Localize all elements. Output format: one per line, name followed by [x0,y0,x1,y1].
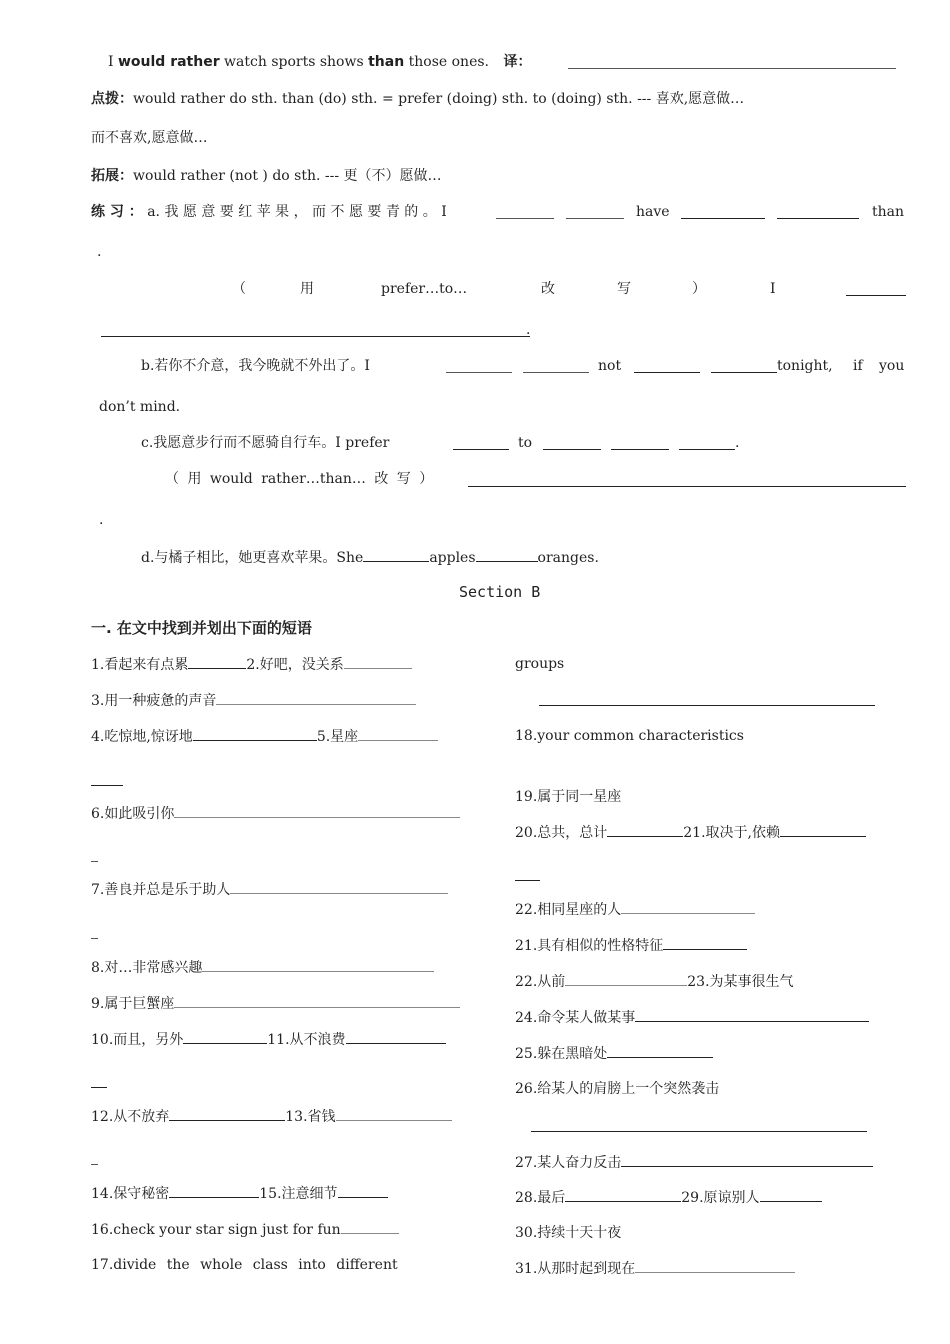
sentence-text: those ones. [404,54,489,70]
blank-b1[interactable] [446,372,512,373]
answer-blank[interactable] [663,935,747,950]
sentence-text: watch sports shows [219,54,369,70]
item-16 [91,1219,399,1240]
practice-label: 练 习 ： [91,204,143,220]
item-7 [91,879,448,900]
answer-blank[interactable] [344,654,412,669]
phrase-item: 14.保守秘密 [91,1186,170,1202]
answer-blank[interactable] [539,705,875,706]
answer-blank-cont[interactable] [91,861,98,862]
blank-c3[interactable] [611,449,669,450]
part-one-title: 一. 在文中找到并划出下面的短语 [91,619,312,637]
practice-a [91,202,905,222]
item-24 [515,1007,869,1028]
item-20-21 [515,822,866,843]
word-I: I [770,281,776,297]
item-17 [91,1255,480,1275]
hint-line [91,89,744,109]
extension-label: 拓展： [91,168,133,184]
blank-a1[interactable] [496,218,554,219]
phrase-item: 16.check your star sign just for fun [91,1222,341,1238]
blank-a3[interactable] [681,218,765,219]
hint-text: would rather do sth. than (do) sth. = prefer (doing) sth. to (doing) sth. --- 喜欢,愿意做… [133,91,745,107]
answer-blank[interactable] [169,1106,285,1121]
phrase-item: 15.注意细节 [259,1186,338,1202]
phrase-item: 18.your common characteristics [515,728,744,744]
phrase-item: 11.从不浪费 [267,1032,346,1048]
answer-blank[interactable] [565,971,687,986]
answer-blank[interactable] [531,1131,867,1132]
answer-blank[interactable] [183,1029,267,1044]
answer-blank-cont[interactable] [91,785,123,786]
answer-blank-cont[interactable] [515,880,540,881]
item-25 [515,1043,713,1064]
blank-c2[interactable] [543,449,601,450]
phrase-item: 10.而且，另外 [91,1032,184,1048]
word-use: 用 [300,281,314,297]
answer-blank[interactable] [621,1152,873,1167]
item-8 [91,957,434,978]
practice-c-text: c.我愿意步行而不愿骑自行车。I prefer [141,435,390,451]
item-22b-23 [515,971,794,992]
blank-c1[interactable] [453,449,509,450]
item-21b [515,935,747,956]
answer-blank[interactable] [336,1106,452,1121]
word-apples: apples [429,550,476,566]
practice-b-line2: don’t mind. [99,399,181,415]
phrase-item: 7.善良并总是乐于助人 [91,882,231,898]
blank-a4[interactable] [777,218,859,219]
blank-a6[interactable] [101,336,530,337]
answer-blank[interactable] [607,822,683,837]
hint-label: 点拨： [91,91,133,107]
phrase-item: 25.躲在黑暗处 [515,1046,608,1062]
phrase-item: 6.如此吸引你 [91,806,175,822]
item-27 [515,1152,873,1173]
phrase-item: 4.吃惊地,惊讶地 [91,729,193,745]
period: . [735,435,740,451]
phrase-item: 21.取决于,依赖 [683,825,780,841]
item-4-5 [91,726,438,747]
phrase-item: 22.相同星座的人 [515,902,622,918]
answer-blank[interactable] [358,726,438,741]
word-xie: 写 [617,281,631,297]
item-22 [515,899,755,920]
phrase-item: 29.原谅别人 [681,1190,760,1206]
answer-blank[interactable] [346,1029,446,1044]
item-14-15 [91,1183,388,1204]
answer-blank[interactable] [174,803,460,818]
period: . [97,244,102,260]
word-you: you [879,358,905,374]
phrase-item: 20.总共，总计 [515,825,608,841]
word-gai: 改 [541,281,555,297]
period: . [99,512,104,528]
answer-blank[interactable] [230,879,448,894]
blank-a2[interactable] [566,218,624,219]
phrase-item: 27.某人奋力反击 [515,1155,622,1171]
phrase-item: groups [515,656,565,672]
phrase-item: 28.最后 [515,1190,566,1206]
phrase-item: 8.对…非常感兴趣 [91,960,203,976]
example-sentence [108,52,531,72]
answer-blank[interactable] [341,1219,399,1234]
sentence-text: I [108,54,118,70]
paren-close: ） [692,281,706,297]
word-to: to [518,435,533,451]
translate-blank[interactable] [568,68,896,69]
answer-blank[interactable] [760,1187,822,1202]
translate-label: 译： [503,54,532,70]
answer-blank[interactable] [193,726,317,741]
phrase-item: 23.为某事很生气 [687,974,794,990]
word-tonight: tonight, [777,358,833,374]
item-12-13 [91,1106,452,1127]
blank-c5[interactable] [468,486,906,487]
phrase-item: 9.属于巨蟹座 [91,996,175,1012]
item-10-11 [91,1029,446,1050]
practice-b-text: b.若你不介意，我今晚就不外出了。I [141,358,370,374]
phrase-item: 3.用一种疲惫的声音 [91,693,217,709]
item-6 [91,803,460,824]
answer-blank[interactable] [780,822,866,837]
word-oranges: oranges. [537,550,599,566]
sentence-bold-would-rather: would rather [117,54,220,70]
answer-blank-cont[interactable] [91,1087,107,1088]
practice-a-text: a. 我 愿 意 要 红 苹 果 ， 而 不 愿 要 青 的 。 I [147,204,447,220]
phrase-item: 30.持续十天十夜 [515,1225,622,1241]
word-if: if [853,358,863,374]
phrase-item: 17.divide the whole class into different [91,1257,398,1273]
phrase-item: 19.属于同一星座 [515,789,622,805]
practice-d-text: d.与橘子相比，她更喜欢苹果。She [141,550,364,566]
extension-text: would rather (not ) do sth. --- 更（不）愿做… [133,168,442,184]
paren-open: （ [232,281,246,297]
phrase-item: 31.从那时起到现在 [515,1261,636,1277]
answer-blank[interactable] [202,957,434,972]
phrase-item: 21.具有相似的性格特征 [515,938,664,954]
answer-blank[interactable] [216,690,416,705]
extension-line [91,166,442,186]
answer-blank[interactable] [621,899,755,914]
blank-d2[interactable] [476,547,538,562]
answer-blank[interactable] [174,993,460,1008]
blank-c4[interactable] [679,449,735,450]
item-28-29 [515,1187,822,1208]
word-than: than [872,204,905,220]
answer-blank-cont[interactable] [91,938,98,939]
phrase-item: 1.看起来有点累 [91,657,189,673]
answer-blank[interactable] [188,654,246,669]
period: . [526,322,531,338]
phrase-item: 12.从不放弃 [91,1109,170,1125]
practice-d [141,547,599,568]
answer-blank[interactable] [635,1258,795,1273]
answer-blank[interactable] [565,1187,681,1202]
section-title: Section B [459,583,541,601]
sentence-bold-than: than [368,54,405,70]
word-prefer: prefer…to… [381,281,468,297]
phrase-item: 13.省钱 [285,1109,336,1125]
phrase-item: 2.好吧，没关系 [246,657,344,673]
blank-b3[interactable] [634,372,700,373]
phrase-item: 22.从前 [515,974,566,990]
blank-d1[interactable] [363,547,429,562]
answer-blank[interactable] [635,1007,869,1022]
item-9 [91,993,460,1014]
answer-blank[interactable] [338,1183,388,1198]
phrase-item: 26.给某人的肩膀上一个突然袭击 [515,1081,720,1097]
practice-c-rewrite: （ 用 would rather…than… 改 写 ） [165,471,434,487]
answer-blank-cont[interactable] [91,1164,98,1165]
hint-line-2: 而不喜欢,愿意做… [91,130,208,146]
answer-blank[interactable] [607,1043,713,1058]
item-31 [515,1258,795,1279]
phrase-item: 24.命令某人做某事 [515,1010,636,1026]
item-3 [91,690,416,711]
blank-b4[interactable] [711,372,777,373]
word-have: have [636,204,670,220]
word-not: not [598,358,622,374]
blank-a5[interactable] [846,295,906,296]
answer-blank[interactable] [169,1183,259,1198]
phrase-item: 5.星座 [316,729,359,745]
blank-b2[interactable] [523,372,589,373]
item-1-2 [91,654,412,675]
